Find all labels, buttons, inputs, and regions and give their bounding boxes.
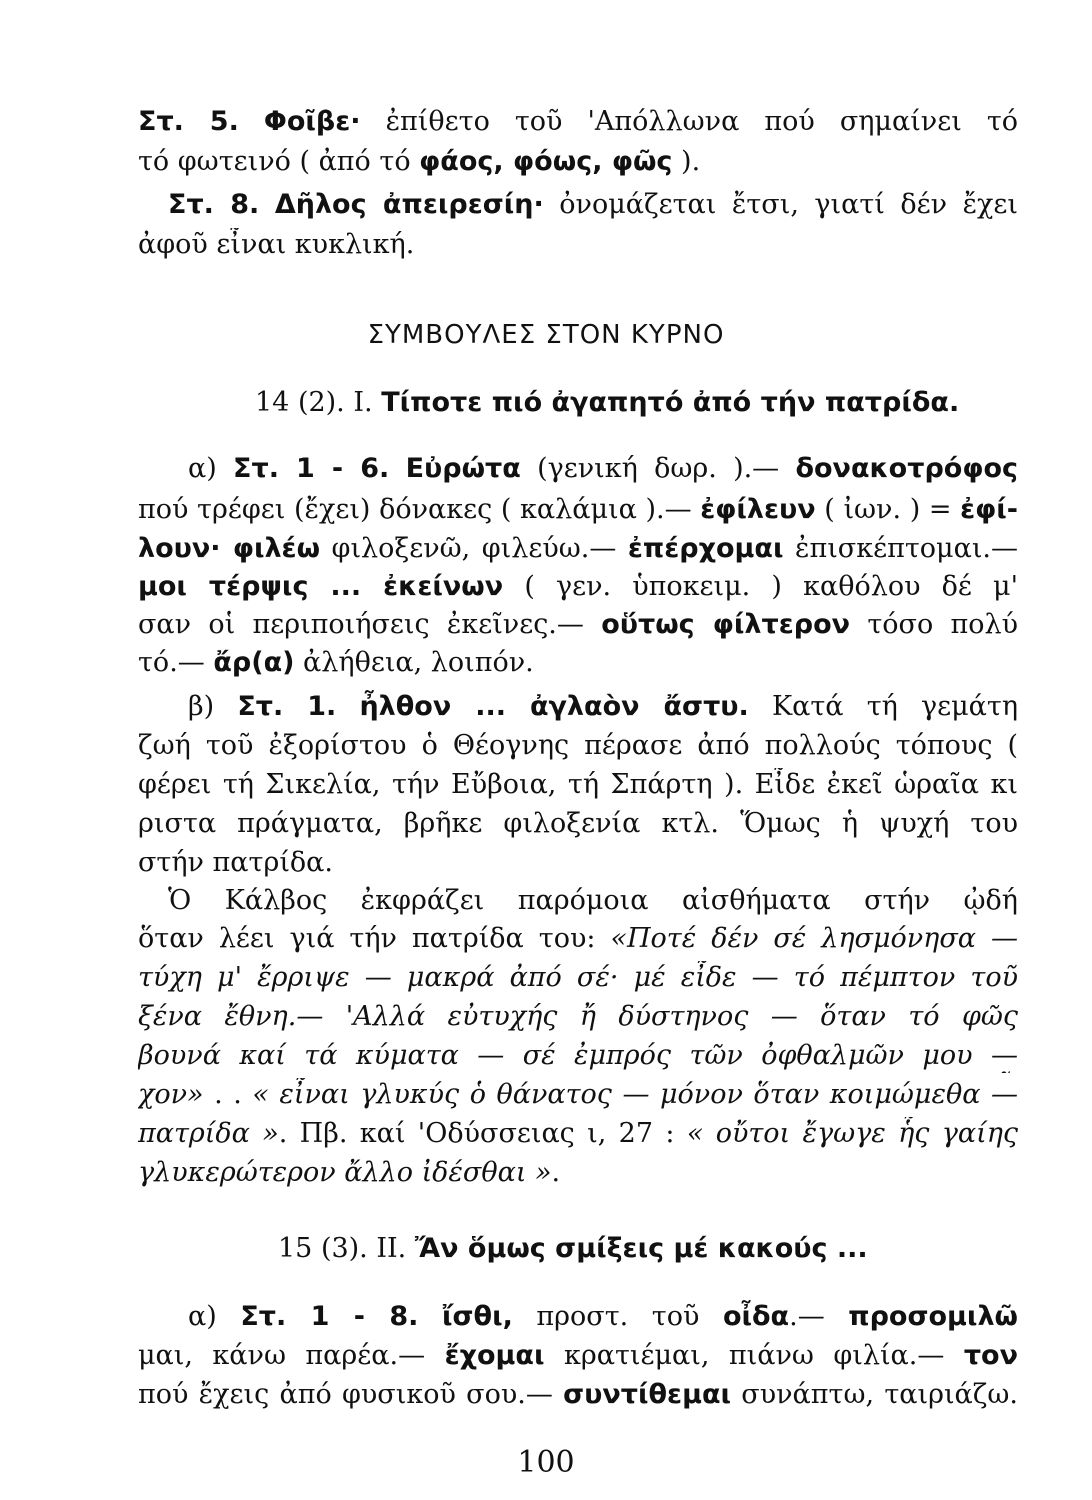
- text-line: [138, 570, 1018, 604]
- poem-title: [278, 1232, 1058, 1266]
- text-line: [138, 1156, 1018, 1190]
- text-run: β): [188, 691, 238, 722]
- bold-term: συντίθεμαι: [563, 1379, 732, 1410]
- bold-term: ἐφί-: [960, 494, 1018, 525]
- text-line: [138, 1039, 1018, 1073]
- text-run: φιλοξενῶ, φιλεύω.—: [320, 533, 628, 564]
- bold-term: Στ. 8.: [168, 189, 260, 220]
- text-run: σαν οἱ περιποιήσεις ἐκεῖνες.—: [138, 609, 602, 640]
- section-heading: ΣΥΜΒΟΥΛΕΣ ΣΤΟΝ ΚΥΡΝΟ: [367, 320, 725, 350]
- text-run: ἀλήθεια, λοιπόν.: [294, 647, 534, 678]
- text-line: [138, 105, 1018, 139]
- italic-quote: πατρίδα »: [138, 1118, 279, 1149]
- italic-quote: « οὔτοι ἔγωγε ἧς γαίης: [686, 1118, 1018, 1149]
- text-line: [138, 922, 1018, 956]
- poem-title-text: Τίποτε πιό ἀγαπητό ἀπό τήν πατρίδα.: [381, 387, 960, 418]
- text-run: στήν πατρίδα.: [138, 847, 333, 878]
- text-run: (γενική δωρ. ).—: [520, 453, 796, 484]
- text-line: [138, 807, 1018, 841]
- text-line: [138, 1117, 1018, 1151]
- text-line: [168, 884, 1018, 918]
- text-line: [188, 1300, 1018, 1334]
- text-run: . Πβ. καί 'Οδύσσειας ι, 27 :: [278, 1118, 687, 1149]
- bold-term: οὕτως φίλτερον: [601, 609, 851, 640]
- italic-quote: βουνά καί τά κύματα — σέ ἐμπρός τῶν ὀφθαλμῶν μου —: [138, 1040, 1018, 1071]
- poem-number: 15 (3). II.: [278, 1233, 415, 1264]
- bold-term: ἴσθι,: [441, 1301, 513, 1332]
- text-run: ἐπισκέπτομαι.—: [783, 533, 1018, 564]
- text-line: [138, 646, 1018, 680]
- text-line: [188, 690, 1018, 724]
- bold-term: ἐφίλευν: [700, 494, 816, 525]
- bold-term: ἦλθον ... ἀγλαὸν ἄστυ.: [359, 691, 749, 722]
- text-line: [138, 1000, 1018, 1034]
- italic-quote: τύχη μ' ἔρριψε — μακρά ἀπό σέ· μέ εἶδε — τό πέμπτον τοῦ: [138, 962, 1018, 993]
- text-line: [138, 1078, 1018, 1112]
- text-run: ριστα πράγματα, βρῆκε φιλοξενία κτλ. Ὅμως ἡ ψυχή του: [138, 808, 1018, 839]
- text-run: ὀνομάζεται ἔτσι, γιατί δέν ἔχει: [559, 189, 1018, 220]
- text-line: [138, 228, 1018, 262]
- bold-term: Δῆλος ἀπειρεσίη·: [274, 189, 544, 220]
- bold-term: ἔχομαι: [444, 1340, 545, 1371]
- bold-term: Εὐρώτα: [405, 453, 521, 484]
- italic-quote: « εἶναι γλυκύς ὁ θάνατος — μόνον ὅταν κοιμώμεθα —: [252, 1079, 1018, 1110]
- text-line: [138, 493, 1018, 527]
- text-run: πού ἔχεις ἀπό φυσικοῦ σου.—: [138, 1379, 564, 1410]
- bold-term: λουν· φιλέω: [138, 533, 321, 564]
- italic-quote: «Ποτέ δέν σέ λησμόνησα —: [610, 923, 1018, 954]
- italic-quote: ξένα ἔθνη.— 'Αλλά εὐτυχής ἤ δύστηνος — ὅταν τό φῶς: [138, 1001, 1018, 1032]
- italic-quote: χον»: [138, 1079, 204, 1110]
- text-line: [138, 846, 1018, 880]
- text-run: ( γεν. ὑποκειμ. ) καθόλου δέ μ': [524, 571, 1018, 602]
- text-line: [138, 1378, 1018, 1412]
- bold-term: Φοῖβε·: [263, 106, 361, 137]
- text-run: α): [188, 1301, 241, 1332]
- text-line: [138, 729, 1018, 763]
- bold-term: ἐπέρχομαι: [627, 533, 784, 564]
- text-run: Κατά τή γεμάτη: [771, 691, 1018, 722]
- text-run: ὅταν λέει γιά τήν πατρίδα του:: [138, 923, 611, 954]
- poem-number: 14 (2). I.: [255, 387, 382, 418]
- text-run: ( ἰων. ) =: [815, 494, 961, 525]
- text-line: [188, 452, 1018, 486]
- bold-term: ἄρ(α): [213, 647, 295, 678]
- bold-term: φάος, φόως, φῶς: [419, 146, 673, 177]
- text-run: φέρει τή Σικελία, τήν Εὔβοια, τή Σπάρτη ). Εἶδε ἐκεῖ ὡραῖα κι: [138, 769, 1018, 800]
- text-run: ).: [672, 146, 701, 177]
- text-line: [138, 145, 1018, 179]
- text-line: [138, 532, 1018, 566]
- page-number: 100: [517, 1446, 575, 1480]
- text-run: .: [551, 1157, 561, 1188]
- text-line: [168, 188, 1018, 222]
- bold-term: οἶδα: [722, 1301, 790, 1332]
- text-run: τόσο πολύ: [867, 609, 1018, 640]
- text-run: πού τρέφει (ἔχει) δόνακες ( καλάμια ).—: [138, 494, 701, 525]
- text-line: [138, 768, 1018, 802]
- bold-term: Στ. 5.: [138, 106, 239, 137]
- text-run: ἐπίθετο τοῦ 'Απόλλωνα πού σημαίνει τό: [385, 106, 1018, 137]
- poem-title-text: Ἄν ὅμως σμίξεις μέ κακούς ...: [414, 1233, 868, 1264]
- text-run: τό φωτεινό ( ἀπό τό: [138, 146, 420, 177]
- text-line: [138, 608, 1018, 642]
- text-run: μαι, κάνω παρέα.—: [138, 1340, 445, 1371]
- bold-term: Στ. 1 - 8.: [240, 1301, 419, 1332]
- text-run: κρατιέμαι, πιάνω φιλία.—: [544, 1340, 964, 1371]
- text-line: [138, 1339, 1018, 1373]
- text-run: προστ. τοῦ: [512, 1301, 723, 1332]
- text-run: . .: [203, 1079, 253, 1110]
- text-run: συνάπτω, ταιριάζω.: [741, 1379, 1018, 1410]
- bold-term: δονακοτρόφος: [795, 453, 1018, 484]
- text-run: ζωή τοῦ ἐξορίστου ὁ Θέογνης πέρασε ἀπό πολλούς τόπους (: [138, 730, 1018, 761]
- poem-title: [255, 386, 1055, 420]
- bold-term: προσομιλῶ: [848, 1301, 1018, 1332]
- italic-quote: γλυκερώτερον ἄλλο ἰδέσθαι »: [138, 1157, 552, 1188]
- text-run: τό.—: [138, 647, 214, 678]
- bold-term: μοι τέρψις ... ἐκείνων: [138, 571, 504, 602]
- text-line: [138, 961, 1018, 995]
- text-run: .—: [789, 1301, 849, 1332]
- bold-term: τον: [963, 1340, 1018, 1371]
- bold-term: Στ. 1.: [237, 691, 337, 722]
- bold-term: Στ. 1 - 6.: [233, 453, 390, 484]
- text-run: Ὁ Κάλβος ἐκφράζει παρόμοια αἰσθήματα στήν ᾠδή: [168, 885, 1018, 916]
- text-run: ἀφοῦ εἶναι κυκλική.: [138, 229, 415, 260]
- text-run: α): [188, 453, 234, 484]
